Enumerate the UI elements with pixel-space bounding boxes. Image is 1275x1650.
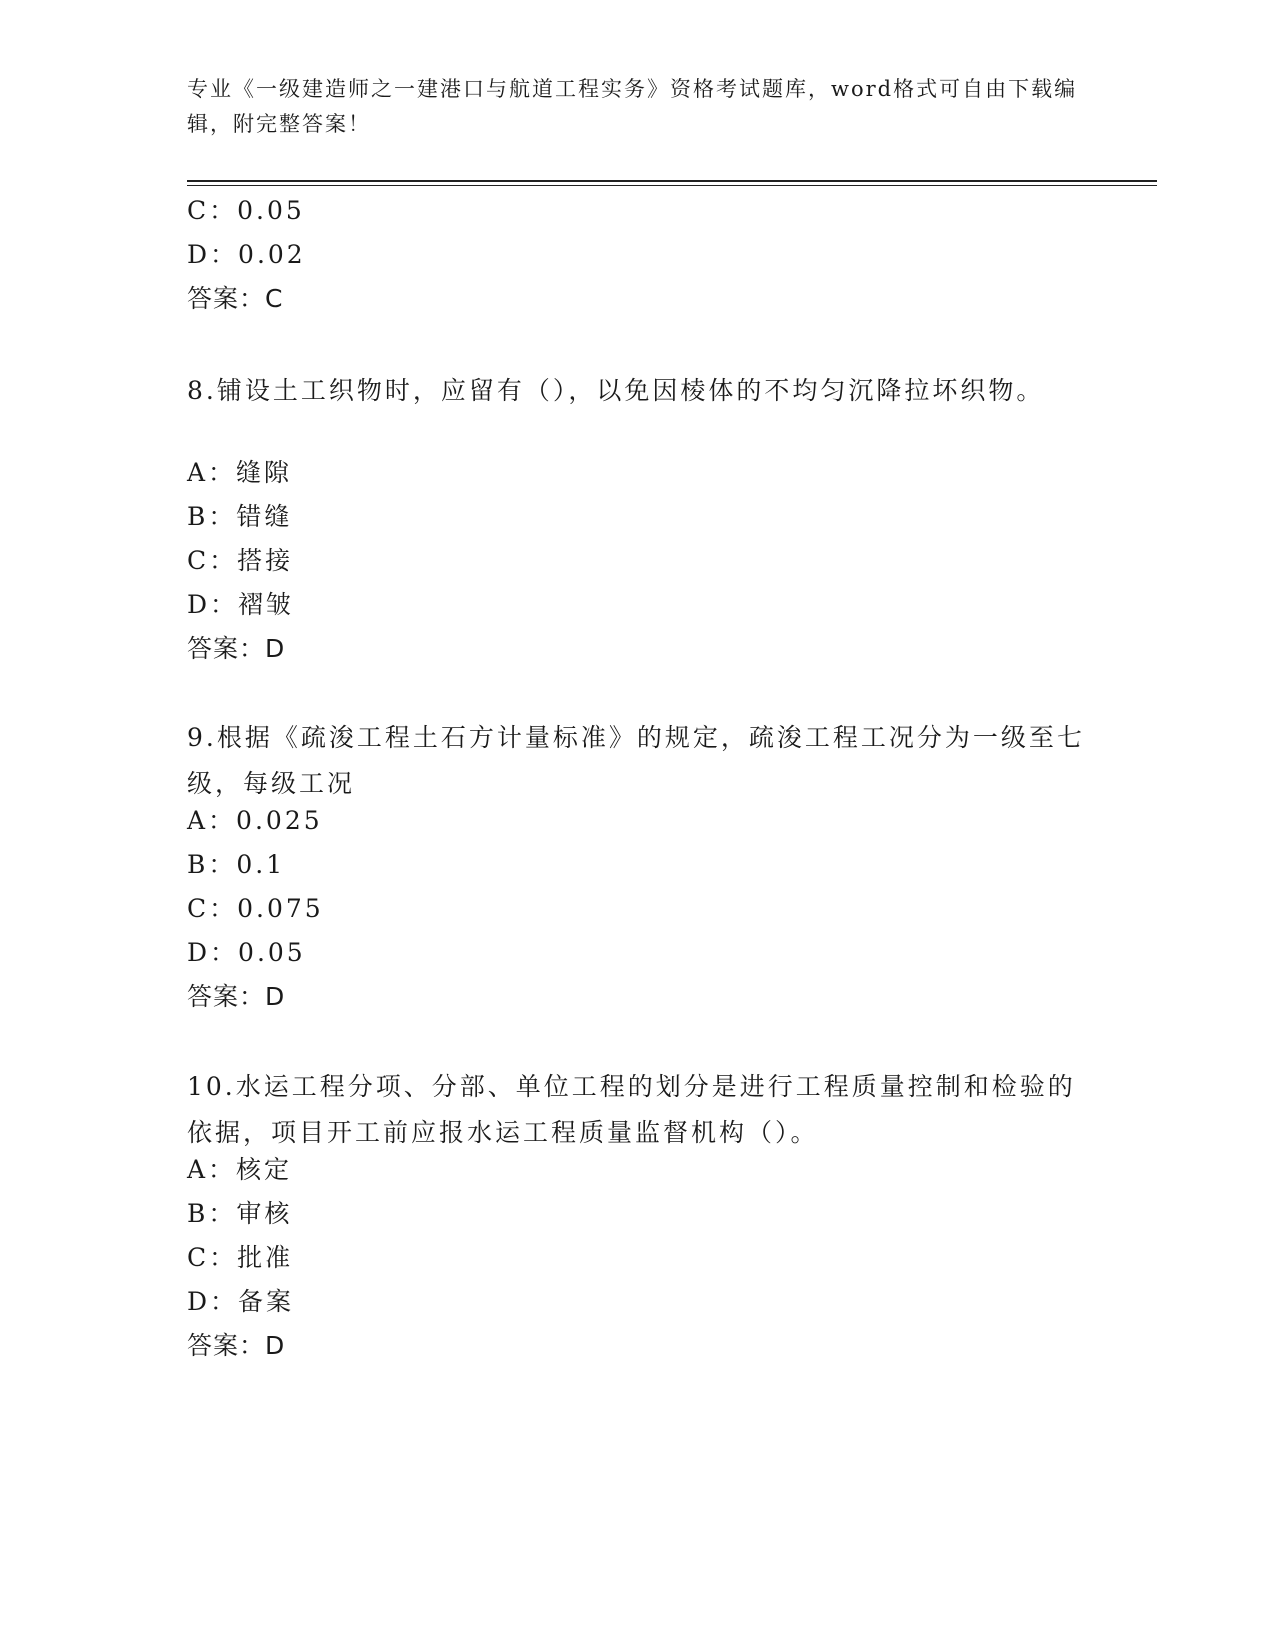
question-9-option-c: C：0.075 [187,894,324,923]
question-9-text: 9.根据《疏浚工程土石方计量标准》的规定，疏浚工程工况分为一级至七级，每级工况 [187,723,1085,798]
answer-line: 答案：C [187,284,284,313]
header-divider-thin [187,185,1157,186]
question-9-option-a: A：0.025 [187,806,323,835]
question-8-option-a: A：缝隙 [187,458,293,487]
question-8-text: 8.铺设土工织物时，应留有（），以免因棱体的不均匀沉降拉坏织物。 [187,376,1045,405]
question-9-option-b: B：0.1 [187,850,286,879]
question-10-option-d: D：备案 [187,1287,295,1316]
question-8-option-d: D：褶皱 [187,590,295,619]
question-10-option-b: B：审核 [187,1199,293,1228]
header-divider [187,180,1157,182]
question-8-option-c: C：搭接 [187,546,294,575]
question-8-answer: 答案：D [187,634,286,663]
question-10-option-a: A：核定 [187,1155,293,1184]
document-header: 专业《一级建造师之一建港口与航道工程实务》资格考试题库，word格式可自由下载编辑，附完整答案！ [187,77,1078,136]
question-9-option-d: D：0.05 [187,938,306,967]
option-d: D：0.02 [187,240,306,269]
question-10-text: 10.水运工程分项、分部、单位工程的划分是进行工程质量控制和检验的依据，项目开工前应报水运工程质量监督机构（）。 [187,1072,1076,1147]
question-10-option-c: C：批准 [187,1243,294,1272]
question-8-option-b: B：错缝 [187,502,293,531]
question-10-answer: 答案：D [187,1331,286,1360]
question-9-answer: 答案：D [187,982,286,1011]
option-c: C：0.05 [187,196,305,225]
